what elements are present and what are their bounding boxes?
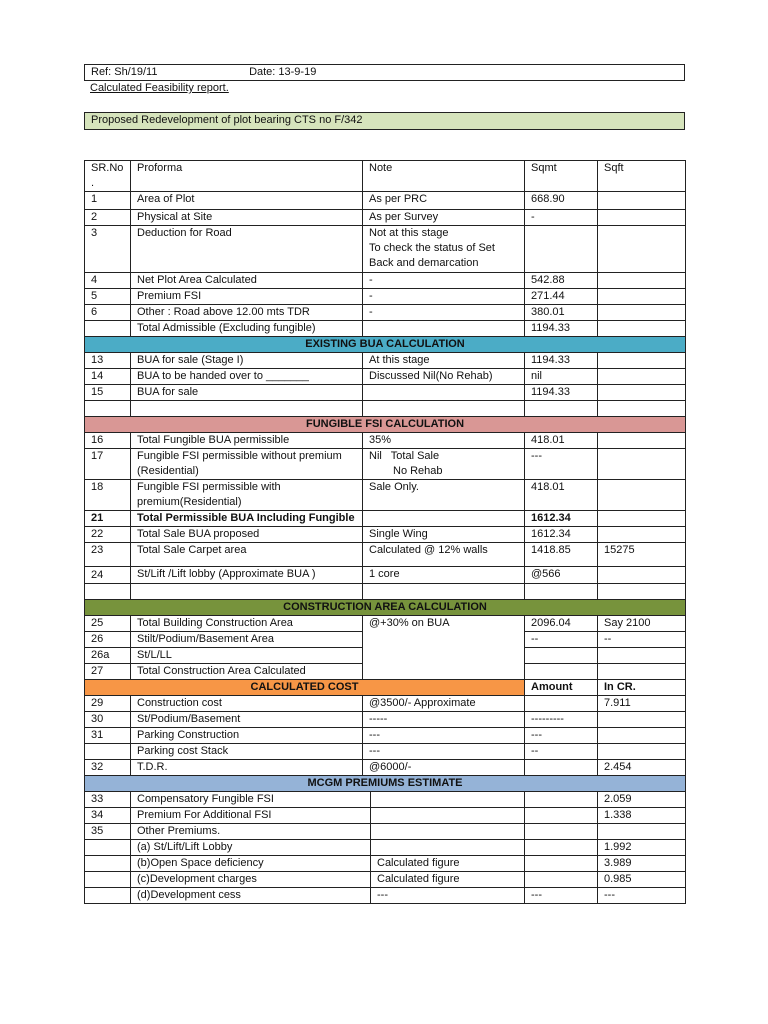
note-cell: -	[363, 305, 525, 321]
note-cell	[371, 840, 525, 856]
amount-cell: ---------	[525, 712, 598, 728]
amount-cell	[525, 792, 598, 808]
sr-cell: 21	[85, 511, 131, 527]
sqmt-cell: 1418.85	[525, 543, 598, 567]
note-cell: Calculated figure	[371, 856, 525, 872]
table-row	[85, 808, 686, 824]
sr-cell: 1	[85, 192, 131, 210]
note-cell: @3500/- Approximate	[363, 696, 525, 712]
sqmt-cell: --	[525, 632, 598, 648]
note-cell: As per PRC	[363, 192, 525, 210]
proforma-cell: Parking cost Stack	[131, 744, 363, 760]
sr-cell: 4	[85, 273, 131, 289]
amount-cell: ---	[525, 728, 598, 744]
sr-cell: 26	[85, 632, 131, 648]
cr-cell: 2.059	[598, 792, 686, 808]
sqmt-cell: 418.01	[525, 480, 598, 511]
proforma-line: Fungible FSI permissible with	[137, 481, 281, 493]
sqft-cell	[598, 527, 686, 543]
sqft-cell	[598, 664, 686, 680]
sqft-cell	[598, 289, 686, 305]
sr-cell: 35	[85, 824, 131, 840]
cr-cell	[598, 824, 686, 840]
proforma-cell: St/L/LL	[131, 648, 363, 664]
proforma-cell: Total Sale Carpet area	[131, 543, 363, 567]
sqft-cell: Say 2100	[598, 616, 686, 632]
sqmt-cell: 380.01	[525, 305, 598, 321]
table-row	[85, 273, 686, 289]
sqft-cell	[598, 321, 686, 337]
table-row	[85, 369, 686, 385]
sqmt-cell: @566	[525, 567, 598, 584]
sr-cell: 3	[85, 226, 131, 273]
note-cell: Single Wing	[363, 527, 525, 543]
section-existing-bua	[85, 337, 686, 353]
note-cell	[363, 385, 525, 401]
note-cell: At this stage	[363, 353, 525, 369]
cr-cell: 3.989	[598, 856, 686, 872]
proforma-cell: (a) St/Lift/Lift Lobby	[131, 840, 371, 856]
table-row	[85, 305, 686, 321]
sqmt-cell: -	[525, 210, 598, 226]
proforma-line: premium(Residential)	[137, 496, 242, 508]
table-row	[85, 792, 686, 808]
proforma-cell: BUA to be handed over to _______	[131, 369, 363, 385]
cr-cell	[598, 728, 686, 744]
table-row	[85, 728, 686, 744]
col-header-proforma: Proforma	[131, 161, 363, 192]
section-title: EXISTING BUA CALCULATION	[85, 337, 686, 353]
proforma-cell: Parking Construction	[131, 728, 363, 744]
sqmt-cell: 271.44	[525, 289, 598, 305]
cr-cell: ---	[598, 888, 686, 904]
table-row	[85, 840, 686, 856]
cr-cell: 0.985	[598, 872, 686, 888]
sqft-cell	[598, 648, 686, 664]
sqft-cell	[598, 449, 686, 480]
note-cell: Discussed Nil(No Rehab)	[363, 369, 525, 385]
proforma-cell: BUA for sale (Stage I)	[131, 353, 363, 369]
col-header-amount: Amount	[525, 680, 598, 696]
sqft-cell	[598, 353, 686, 369]
amount-cell	[525, 824, 598, 840]
ref-number: Ref: Sh/19/11	[91, 66, 158, 78]
sqft-cell	[598, 511, 686, 527]
section-construction-area	[85, 600, 686, 616]
proforma-cell: Total Admissible (Excluding fungible)	[131, 321, 363, 337]
col-header-sr: SR.No .	[85, 161, 131, 192]
note-cell	[371, 824, 525, 840]
table-row	[85, 527, 686, 543]
sr-cell	[85, 744, 131, 760]
sqft-cell	[598, 192, 686, 210]
sqft-cell	[598, 305, 686, 321]
table-row	[85, 511, 686, 527]
col-header-sqft: Sqft	[598, 161, 686, 192]
sqft-cell	[598, 273, 686, 289]
note-cell: Calculated @ 12% walls	[363, 543, 525, 567]
note-cell	[363, 321, 525, 337]
table-row	[85, 226, 686, 273]
proforma-cell: Total Permissible BUA Including Fungible	[131, 511, 363, 527]
amount-cell: ---	[525, 888, 598, 904]
note-cell: Calculated figure	[371, 872, 525, 888]
amount-cell	[525, 840, 598, 856]
amount-cell	[525, 872, 598, 888]
proforma-cell: St/Lift /Lift lobby (Approximate BUA )	[131, 567, 363, 584]
sr-cell: 30	[85, 712, 131, 728]
proforma-cell: Deduction for Road	[131, 226, 363, 273]
sr-cell: 14	[85, 369, 131, 385]
table-header-row	[85, 161, 686, 192]
sqft-cell	[598, 369, 686, 385]
sr-cell: 16	[85, 433, 131, 449]
section-calculated-cost	[85, 680, 686, 696]
blank-row	[85, 584, 686, 600]
amount-cell	[525, 856, 598, 872]
proforma-cell: Total Sale BUA proposed	[131, 527, 363, 543]
note-cell	[363, 226, 525, 273]
proforma-cell	[131, 449, 363, 480]
table-row	[85, 433, 686, 449]
sr-cell	[85, 856, 131, 872]
sr-cell: 17	[85, 449, 131, 480]
sr-cell: 25	[85, 616, 131, 632]
sqmt-cell: nil	[525, 369, 598, 385]
sr-cell: 23	[85, 543, 131, 567]
sqmt-cell: ---	[525, 449, 598, 480]
cr-cell: 7.911	[598, 696, 686, 712]
proforma-cell: Construction cost	[131, 696, 363, 712]
amount-cell	[525, 696, 598, 712]
table-row	[85, 888, 686, 904]
table-row	[85, 543, 686, 567]
sqmt-cell: 542.88	[525, 273, 598, 289]
col-header-in-cr: In CR.	[598, 680, 686, 696]
section-title: CONSTRUCTION AREA CALCULATION	[85, 600, 686, 616]
table-row	[85, 289, 686, 305]
sqmt-cell: 1612.34	[525, 511, 598, 527]
report-title: Calculated Feasibility report.	[90, 82, 229, 94]
proforma-cell: Total Fungible BUA permissible	[131, 433, 363, 449]
note-line: No Rehab	[393, 465, 443, 477]
proforma-cell: Area of Plot	[131, 192, 363, 210]
sqmt-cell	[525, 664, 598, 680]
proforma-cell: (c)Development charges	[131, 872, 371, 888]
proforma-line: (Residential)	[137, 465, 199, 477]
table-row	[85, 192, 686, 210]
col-header-sqmt: Sqmt	[525, 161, 598, 192]
amount-cell	[525, 760, 598, 776]
sqft-cell	[598, 567, 686, 584]
sqmt-cell: 2096.04	[525, 616, 598, 632]
note-cell	[363, 511, 525, 527]
note-cell	[371, 808, 525, 824]
proforma-cell: Total Construction Area Calculated	[131, 664, 363, 680]
sqmt-cell: 1612.34	[525, 527, 598, 543]
sqft-cell	[598, 433, 686, 449]
cr-cell	[598, 712, 686, 728]
sr-cell: 33	[85, 792, 131, 808]
proforma-cell: (d)Development cess	[131, 888, 371, 904]
proforma-cell: Stilt/Podium/Basement Area	[131, 632, 363, 648]
proforma-cell: Premium For Additional FSI	[131, 808, 371, 824]
note-cell: ---	[363, 744, 525, 760]
note-cell: ---	[371, 888, 525, 904]
sr-cell: 18	[85, 480, 131, 511]
amount-cell: --	[525, 744, 598, 760]
table-row	[85, 385, 686, 401]
sr-cell: 22	[85, 527, 131, 543]
sr-cell: 6	[85, 305, 131, 321]
table-row	[85, 696, 686, 712]
sr-cell: 13	[85, 353, 131, 369]
note-line: To check the status of Set	[369, 242, 495, 254]
note-cell: @+30% on BUA	[363, 616, 525, 680]
sqft-cell: 15275	[598, 543, 686, 567]
sr-cell	[85, 888, 131, 904]
sqft-cell: --	[598, 632, 686, 648]
ref-date-header	[84, 64, 685, 81]
proforma-cell: T.D.R.	[131, 760, 363, 776]
sr-cell: 27	[85, 664, 131, 680]
sqmt-cell: 1194.33	[525, 385, 598, 401]
sqmt-cell: 668.90	[525, 192, 598, 210]
col-header-note: Note	[363, 161, 525, 192]
note-cell: ---	[363, 728, 525, 744]
section-mcgm-premiums	[85, 776, 686, 792]
note-line: Back and demarcation	[369, 257, 479, 269]
sr-cell: 34	[85, 808, 131, 824]
sqft-cell	[598, 210, 686, 226]
cr-cell: 2.454	[598, 760, 686, 776]
sr-cell: 26a	[85, 648, 131, 664]
table-row	[85, 210, 686, 226]
sr-cell: 15	[85, 385, 131, 401]
table-row	[85, 856, 686, 872]
proforma-cell: Total Building Construction Area	[131, 616, 363, 632]
table-row	[85, 321, 686, 337]
note-cell: As per Survey	[363, 210, 525, 226]
section-title: FUNGIBLE FSI CALCULATION	[85, 417, 686, 433]
sr-cell	[85, 840, 131, 856]
note-cell: -	[363, 289, 525, 305]
proforma-cell: Premium FSI	[131, 289, 363, 305]
section-title: CALCULATED COST	[85, 680, 525, 696]
table-row	[85, 353, 686, 369]
sqmt-cell	[525, 648, 598, 664]
amount-cell	[525, 808, 598, 824]
note-line: Not at this stage	[369, 227, 449, 239]
table-row	[85, 824, 686, 840]
note-cell: -----	[363, 712, 525, 728]
proforma-cell: (b)Open Space deficiency	[131, 856, 371, 872]
proforma-cell: Other : Road above 12.00 mts TDR	[131, 305, 363, 321]
note-line: Nil Total Sale	[369, 450, 440, 462]
sr-cell: 32	[85, 760, 131, 776]
note-cell	[371, 792, 525, 808]
table-row	[85, 744, 686, 760]
proforma-cell: Other Premiums.	[131, 824, 371, 840]
note-cell: 35%	[363, 433, 525, 449]
section-title: MCGM PREMIUMS ESTIMATE	[85, 776, 686, 792]
sr-cell: 31	[85, 728, 131, 744]
sr-cell: 24	[85, 567, 131, 584]
proforma-line: Fungible FSI permissible without premium	[137, 450, 342, 462]
sr-cell: 2	[85, 210, 131, 226]
sr-cell	[85, 872, 131, 888]
sqft-cell	[598, 385, 686, 401]
note-cell	[363, 449, 525, 480]
proforma-cell: Physical at Site	[131, 210, 363, 226]
feasibility-table	[84, 160, 686, 904]
proforma-cell: BUA for sale	[131, 385, 363, 401]
proposal-banner: Proposed Redevelopment of plot bearing CTS no F/342	[84, 112, 685, 130]
table-row	[85, 616, 686, 632]
sqmt-cell: 1194.33	[525, 321, 598, 337]
note-cell: -	[363, 273, 525, 289]
report-date: Date: 13-9-19	[249, 66, 317, 78]
table-row	[85, 872, 686, 888]
sqmt-cell: 418.01	[525, 433, 598, 449]
table-row	[85, 480, 686, 511]
cr-cell	[598, 744, 686, 760]
sqft-cell	[598, 480, 686, 511]
cr-cell: 1.338	[598, 808, 686, 824]
proforma-cell	[131, 480, 363, 511]
proforma-cell: St/Podium/Basement	[131, 712, 363, 728]
table-row	[85, 712, 686, 728]
sqmt-cell: 1194.33	[525, 353, 598, 369]
note-cell: Sale Only.	[363, 480, 525, 511]
proforma-cell: Compensatory Fungible FSI	[131, 792, 371, 808]
section-fungible-fsi	[85, 417, 686, 433]
sqft-cell	[598, 226, 686, 273]
table-row	[85, 760, 686, 776]
sqmt-cell	[525, 226, 598, 273]
note-cell: 1 core	[363, 567, 525, 584]
blank-row	[85, 401, 686, 417]
proforma-cell: Net Plot Area Calculated	[131, 273, 363, 289]
note-cell: @6000/-	[363, 760, 525, 776]
sr-cell: 5	[85, 289, 131, 305]
table-row	[85, 449, 686, 480]
table-row	[85, 567, 686, 584]
cr-cell: 1.992	[598, 840, 686, 856]
sr-cell	[85, 321, 131, 337]
sr-cell: 29	[85, 696, 131, 712]
